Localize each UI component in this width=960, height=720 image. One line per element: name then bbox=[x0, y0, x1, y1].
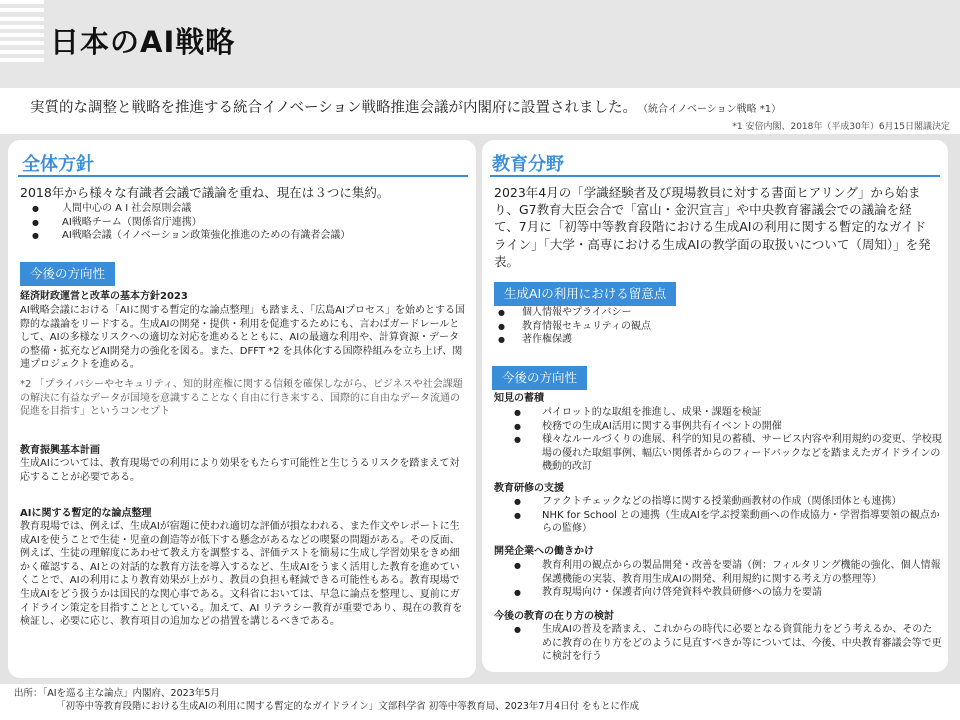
group-list-knowledge bbox=[494, 406, 942, 474]
section-head-education-plan: 教育振興基本計画 bbox=[20, 445, 100, 456]
section-body-basic-policy: AI戦略会議における「AIに関する暫定的な論点整理」も踏まえ、「広島AIプロセス」を始めとする国際的な議論をリードする。生成AIの開発・提供・利用を促進するためにも、言わばガードレールとして、AIの多様なリスクへの適切な対応を進めるとともに、AIの最適な利用や、計算資源・データの整備・拡充などAI開発力の強化を図る。また、DFFT *2 を具体化する国際枠組みを立ち上げ、関連プロジェクトを進める。 bbox=[20, 305, 465, 371]
list-item: ● 教育現場向け・保護者向け啓発資料や教員研修への協力を要請 bbox=[494, 586, 942, 600]
section-body-interim-issues: 教育現場では、例えば、生成AIが宿題に使われ適切な評価が損なわれる、また作文やレポートに生成AIを使うことで生徒・児童の創造等が低下する懸念があるなどの喫緊の問題がある。その反面、例えば、生徒の理解度にあわせて教え方を調整する、評価テストを簡易に生成し学習効果をきめ細かく確認する、AIとの対話的な教育方法を導入するなど、生成AIをうまく活用した教育を進めていくことで、AIの利用により教育効果が上がり、教員の負担も軽減できる可能性もある。教育現場で生成AIをどう扱うかは国民的な関心事である。文科省においては、早急に論点を整理し、夏前にガイドライン策定を目指すこととしている。加えて、AI リテラシー教育が重要であり、現在の教育を検証し、必要に応じ、教育項目の追加などの措置を講じるべきである。 bbox=[20, 521, 463, 628]
group-list-training bbox=[494, 495, 942, 536]
list-item: ● 生成AIの普及を踏まえ、これからの時代に必要となる資質能力をどう考えるか、そのために教育の在り方をどのように見直すべきか等については、今後、中央教育審議会等で更に検討を行う bbox=[494, 623, 942, 664]
page-title: 日本のAI戦略 bbox=[50, 25, 236, 59]
source-note bbox=[14, 687, 639, 713]
source-line-1: 出所：「AIを巡る主な論点」内閣府、2023年5月 bbox=[14, 688, 220, 699]
education-panel bbox=[482, 140, 948, 672]
section-body-education-plan: 生成AIについては、教育現場での利用により効果をもたらす可能性と生じうるリスクを踏まえて対応することが必要である。 bbox=[20, 458, 460, 483]
panel-title-rule bbox=[490, 175, 940, 177]
overall-lead: 2018年から様々な有識者会議で議論を重ね、現在は３つに集約。 bbox=[20, 185, 390, 200]
list-item: ● 教育利用の観点からの製品開発・改善を要請（例：フィルタリング機能の強化、個人情報保護機能の実装、教育用生成AIの開発、利用規約に関する考え方の整理等） bbox=[494, 559, 942, 586]
list-item: ● AI戦略チーム（関係省庁連携） bbox=[20, 216, 460, 230]
decorative-stripes bbox=[0, 0, 44, 62]
council-list bbox=[20, 202, 460, 243]
footnote-2: *2 「プライバシーやセキュリティ、知的財産権に関する信頼を確保しながら、ビジネスや社会課題の解決に有益なデータが国境を意識することなく自由に行き来する、国際的に自由なデータ流通の促進を目指す」というコンセプト bbox=[20, 379, 463, 418]
future-direction-tag-education: 今後の方向性 bbox=[492, 366, 587, 390]
group-head-training: 教育研修の支援 bbox=[494, 483, 564, 494]
panel-title-rule bbox=[18, 175, 468, 177]
footnote-1: *1 安倍内閣、2018年（平成30年）6月15日閣議決定 bbox=[732, 122, 950, 132]
list-item: ● 著作権保護 bbox=[494, 333, 934, 347]
list-item: ● パイロット的な取組を推進し、成果・課題を検証 bbox=[494, 406, 942, 420]
list-item: ● 教育情報セキュリティの観点 bbox=[494, 320, 934, 334]
section-head-basic-policy: 経済財政運営と改革の基本方針2023 bbox=[20, 291, 188, 302]
list-item: ● 様々なルールづくりの進展、科学的知見の蓄積、サービス内容や利用規約の変更、学校現場の優れた取組事例、幅広い関係者からのフィードバックなどを踏まえたガイドラインの機動的改訂 bbox=[494, 433, 942, 474]
intro-note: （統合イノベーション戦略 *1） bbox=[642, 104, 782, 115]
source-line-2: 「初等中等教育段階における生成AIの利用に関する暫定的なガイドライン」文部科学省 初等中等教育局、2023年7月4日付 をもとに作成 bbox=[56, 701, 640, 712]
section-head-interim-issues: AIに関する暫定的な論点整理 bbox=[20, 508, 152, 519]
group-list-developers bbox=[494, 559, 942, 600]
group-head-knowledge: 知見の蓄積 bbox=[494, 393, 544, 404]
caution-tag: 生成AIの利用における留意点 bbox=[494, 282, 676, 306]
list-item: ● 人間中心の A I 社会原則会議 bbox=[20, 202, 460, 216]
overall-policy-panel bbox=[8, 140, 476, 678]
list-item: ● ファクトチェックなどの指導に関する授業動画教材の作成（関係団体とも連携） bbox=[494, 495, 942, 509]
group-list-future-education bbox=[494, 623, 942, 664]
header-band bbox=[0, 0, 960, 88]
list-item: ● 校務での生成AI活用に関する事例共有イベントの開催 bbox=[494, 420, 942, 434]
list-item: ● 個人情報やプライバシー bbox=[494, 306, 934, 320]
group-head-future-education: 今後の教育の在り方の検討 bbox=[494, 611, 614, 622]
intro-text: 実質的な調整と戦略を推進する統合イノベーション戦略推進会議が内閣府に設置されました。 （統合イノベーション戦略 *1） bbox=[30, 100, 782, 116]
group-head-developers: 開発企業への働きかけ bbox=[494, 546, 594, 557]
panel-title-overall: 全体方針 bbox=[22, 154, 94, 175]
panel-title-education: 教育分野 bbox=[492, 154, 564, 175]
list-item: ● NHK for School との連携（生成AIを学ぶ授業動画への作成協力・学習指導要領の観点からの監修） bbox=[494, 509, 942, 536]
caution-list bbox=[494, 306, 934, 347]
list-item: ● AI戦略会議（イノベーション政策強化推進のための有識者会議） bbox=[20, 229, 460, 243]
future-direction-tag: 今後の方向性 bbox=[20, 262, 115, 286]
education-lead: 2023年4月の「学識経験者及び現場教員に対する書面ヒアリング」から始まり、G7教育大臣会合で「富山・金沢宣言」や中央教育審議会での議論を経て、7月に「初等中等教育段階における生成AIの利用に関する暫定的なガイドライン」「大学・高専における生成AIの教学面の取扱いについて（周知）」を発表。 bbox=[494, 185, 931, 269]
